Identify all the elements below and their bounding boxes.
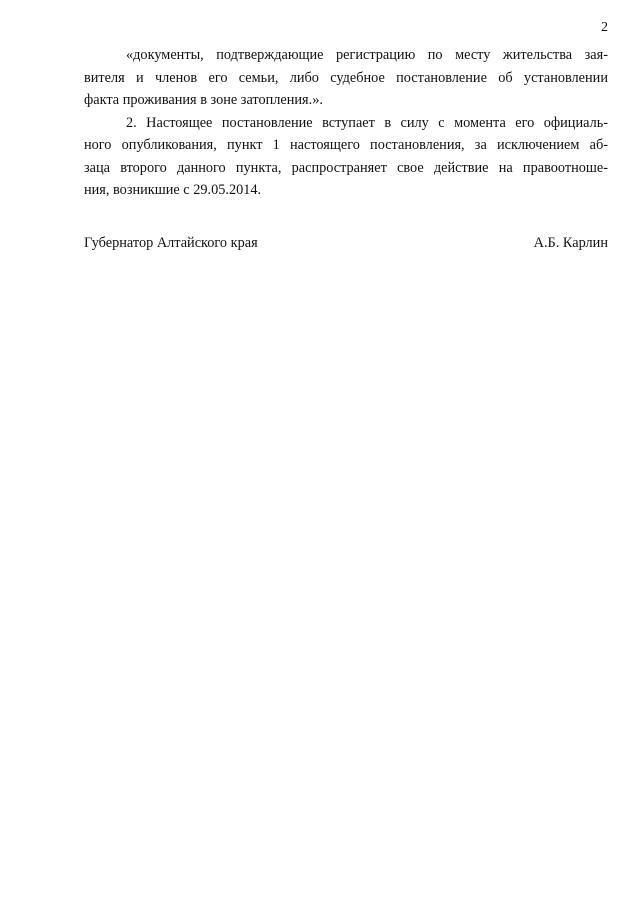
paragraph-2-line-4: ния, возникшие с 29.05.2014. (84, 182, 262, 198)
paragraph-2-line-1: 2. Настоящее постановление вступает в силу с момента его официаль- (126, 114, 608, 131)
page-number: 2 (601, 20, 608, 35)
document-body (84, 44, 608, 202)
paragraph-2-line-3: заца второго данного пункта, распространяет свое действие на правоотноше- (84, 159, 608, 176)
signatory-position: Губернатор Алтайского края (84, 235, 258, 251)
paragraph-1-line-3: факта проживания в зоне затопления.». (84, 92, 323, 108)
paragraph-1-line-2: вителя и членов его семьи, либо судебное постановление об установлении (84, 69, 608, 86)
signatory-name: А.Б. Карлин (533, 235, 608, 251)
paragraph-1-line-1: «документы, подтверждающие регистрацию по месту жительства зая- (126, 47, 608, 63)
paragraph-2-line-2: ного опубликования, пункт 1 настоящего постановления, за исключением аб- (84, 137, 608, 153)
